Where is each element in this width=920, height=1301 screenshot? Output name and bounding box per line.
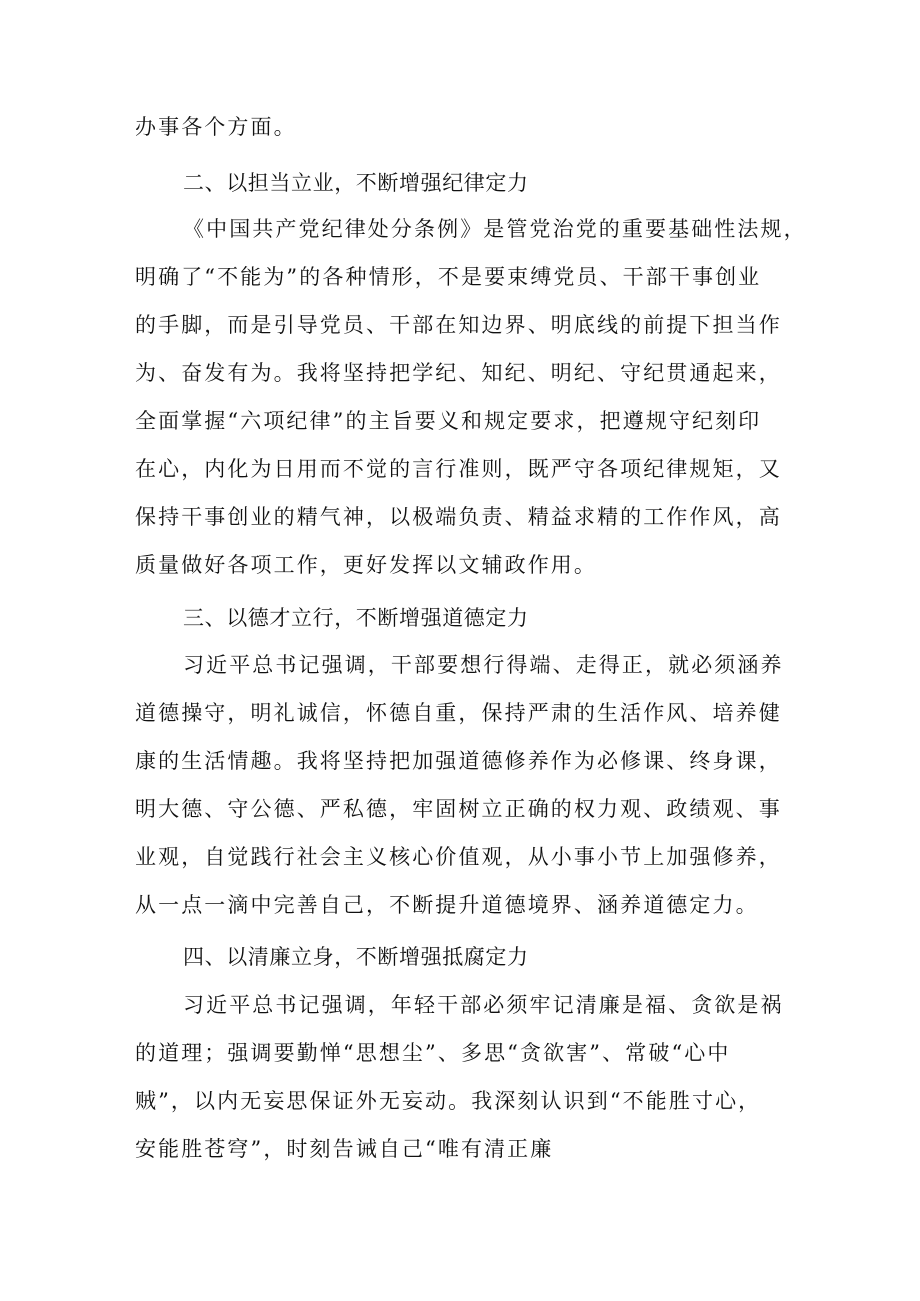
paragraph-line: 明确了“不能为”的各种情形，不是要束缚党员、干部干事创业 (135, 265, 762, 289)
section-heading-4: 四、以清廉立身，不断增强抵腐定力 (183, 945, 529, 969)
section-heading-2: 二、以担当立业，不断增强纪律定力 (183, 171, 529, 195)
paragraph-continuation-line: 办事各个方面。 (135, 115, 297, 139)
paragraph-line: 习近平总书记强调，干部要想行得端、走得正，就必须涵养 (183, 653, 784, 677)
paragraph-line: 安能胜苍穹”，时刻告诫自己“唯有清正廉 (135, 1137, 554, 1161)
section-heading-3: 三、以德才立行，不断增强道德定力 (183, 606, 529, 630)
paragraph-line: 保持干事创业的精气神，以极端负责、精益求精的工作作风，高 (135, 505, 782, 529)
paragraph-line: 习近平总书记强调，年轻干部必须牢记清廉是福、贪欲是祸 (183, 993, 784, 1017)
paragraph-line: 《中国共产党纪律处分条例》是管党治党的重要基础性法规， (183, 217, 807, 241)
paragraph-line: 全面掌握“六项纪律”的主旨要义和规定要求，把遵规守纪刻印 (135, 409, 762, 433)
paragraph-line: 道德操守，明礼诚信，怀德自重，保持严肃的生活作风、培养健 (135, 701, 782, 725)
paragraph-line: 在心，内化为日用而不觉的言行准则，既严守各项纪律规矩，又 (135, 457, 782, 481)
paragraph-line: 的手脚，而是引导党员、干部在知边界、明底线的前提下担当作 (135, 313, 782, 337)
paragraph-line: 明大德、守公德、严私德，牢固树立正确的权力观、政绩观、事 (135, 797, 782, 821)
paragraph-line: 从一点一滴中完善自己，不断提升道德境界、涵养道德定力。 (135, 893, 759, 917)
paragraph-line: 质量做好各项工作，更好发挥以文辅政作用。 (135, 553, 597, 577)
paragraph-line: 贼”，以内无妄思保证外无妄动。我深刻认识到“不能胜寸心， (135, 1089, 762, 1113)
paragraph-line: 康的生活情趣。我将坚持把加强道德修养作为必修课、终身课， (135, 749, 782, 773)
paragraph-line: 为、奋发有为。我将坚持把学纪、知纪、明纪、守纪贯通起来， (135, 361, 782, 385)
paragraph-line: 业观，自觉践行社会主义核心价值观，从小事小节上加强修养， (135, 845, 782, 869)
paragraph-line: 的道理；强调要勤惮“思想尘”、多思“贪欲害”、常破“心中 (135, 1041, 731, 1065)
